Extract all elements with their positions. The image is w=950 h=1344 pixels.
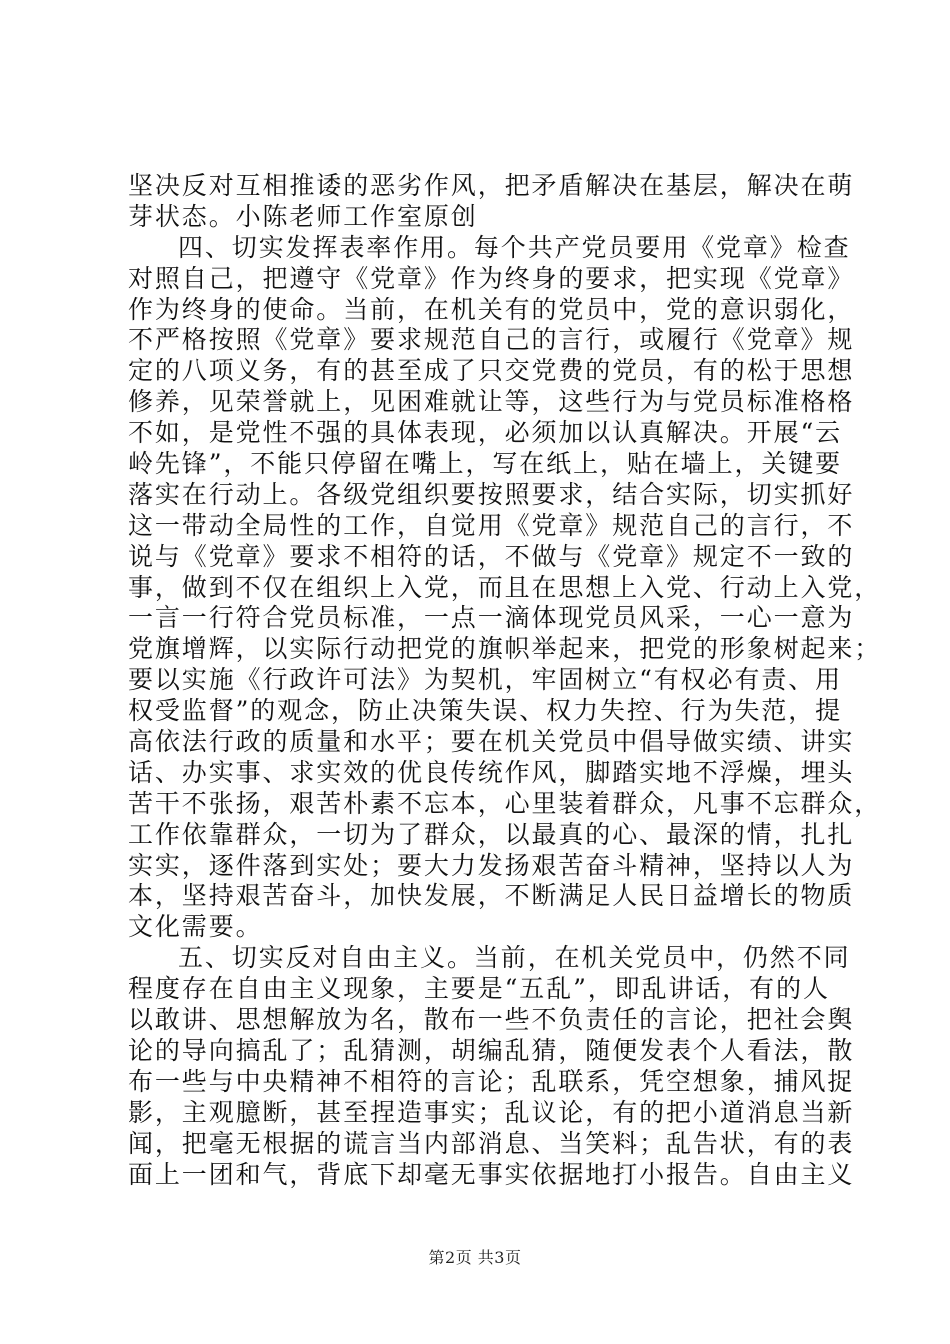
text-line: 程度存在自由主义现象，主要是“五乱”，即乱讲话，有的人: [128, 974, 830, 1004]
text-line: 五、切实反对自由主义。当前，在机关党员中，仍然不同: [178, 943, 851, 973]
text-line: 坚决反对互相推诿的恶劣作风，把矛盾解决在基层，解决在萌: [128, 171, 855, 200]
text-line: 布一些与中央精神不相符的言论；乱联系，凭空想象，捕风捉: [128, 1066, 855, 1096]
text-line: 以敢讲、思想解放为名，散布一些不负责任的言论，把社会舆: [128, 1005, 855, 1035]
page-number-label: 第2页 共3页: [428, 1248, 522, 1267]
text-line: 闻，把毫无根据的谎言当内部消息、当笑料；乱告状，有的表: [128, 1128, 855, 1158]
text-line: 权受监督”的观念，防止决策失误、权力失控、行为失范，提: [128, 696, 843, 726]
text-line: 芽状态。小陈老师工作室原创: [128, 201, 478, 231]
text-line: 事，做到不仅在组织上入党，而且在思想上入党、行动上入党，: [128, 572, 882, 602]
text-line: 一言一行符合党员标准，一点一滴体现党员风采，一心一意为: [128, 603, 855, 633]
text-line: 要以实施《行政许可法》为契机，牢固树立“有权必有责、用: [128, 665, 843, 695]
text-line: 不如，是党性不强的具体表现，必须加以认真解决。开展“云: [128, 418, 843, 448]
text-line: 面上一团和气，背底下却毫无事实依据地打小报告。自由主义: [128, 1159, 855, 1189]
text-line: 影，主观臆断，甚至捏造事实；乱议论，有的把小道消息当新: [128, 1097, 855, 1127]
text-line: 工作依靠群众，一切为了群众，以最真的心、最深的情，扎扎: [128, 819, 855, 849]
text-line: 说与《党章》要求不相符的话，不做与《党章》规定不一致的: [128, 541, 855, 571]
text-line: 苦干不张扬，艰苦朴素不忘本，心里装着群众，凡事不忘群众，: [128, 788, 882, 818]
text-line: 实实，逐件落到实处；要大力发扬艰苦奋斗精神，坚持以人为: [128, 850, 855, 880]
text-line: 高依法行政的质量和水平；要在机关党员中倡导做实绩、讲实: [128, 727, 855, 757]
text-line: 不严格按照《党章》要求规范自己的言行，或履行《党章》规: [128, 325, 855, 355]
text-line: 本，坚持艰苦奋斗，加快发展，不断满足人民日益增长的物质: [128, 881, 855, 911]
text-line: 党旗增辉，以实际行动把党的旗帜举起来，把党的形象树起来；: [128, 634, 882, 664]
text-line: 四、切实发挥表率作用。每个共产党员要用《党章》检查: [178, 232, 851, 262]
page-footer: [0, 1245, 950, 1268]
text-line: 对照自己，把遵守《党章》作为终身的要求，把实现《党章》: [128, 263, 855, 293]
text-line: 论的导向搞乱了；乱猜测，胡编乱猜，随便发表个人看法，散: [128, 1035, 855, 1065]
text-line: 作为终身的使命。当前，在机关有的党员中，党的意识弱化，: [128, 294, 855, 324]
text-line: 岭先锋”，不能只停留在嘴上，写在纸上，贴在墙上，关键要: [128, 449, 843, 479]
document-body: [128, 171, 882, 1190]
text-line: 文化需要。: [128, 912, 263, 942]
text-line: 定的八项义务，有的甚至成了只交党费的党员，有的松于思想: [128, 356, 855, 386]
text-line: 落实在行动上。各级党组织要按照要求，结合实际，切实抓好: [128, 479, 855, 509]
text-line: 这一带动全局性的工作，自觉用《党章》规范自己的言行，不: [128, 510, 855, 540]
text-line: 修养，见荣誉就上，见困难就让等，这些行为与党员标准格格: [128, 387, 855, 417]
text-line: 话、办实事、求实效的优良传统作风，脚踏实地不浮燥，埋头: [128, 757, 855, 787]
